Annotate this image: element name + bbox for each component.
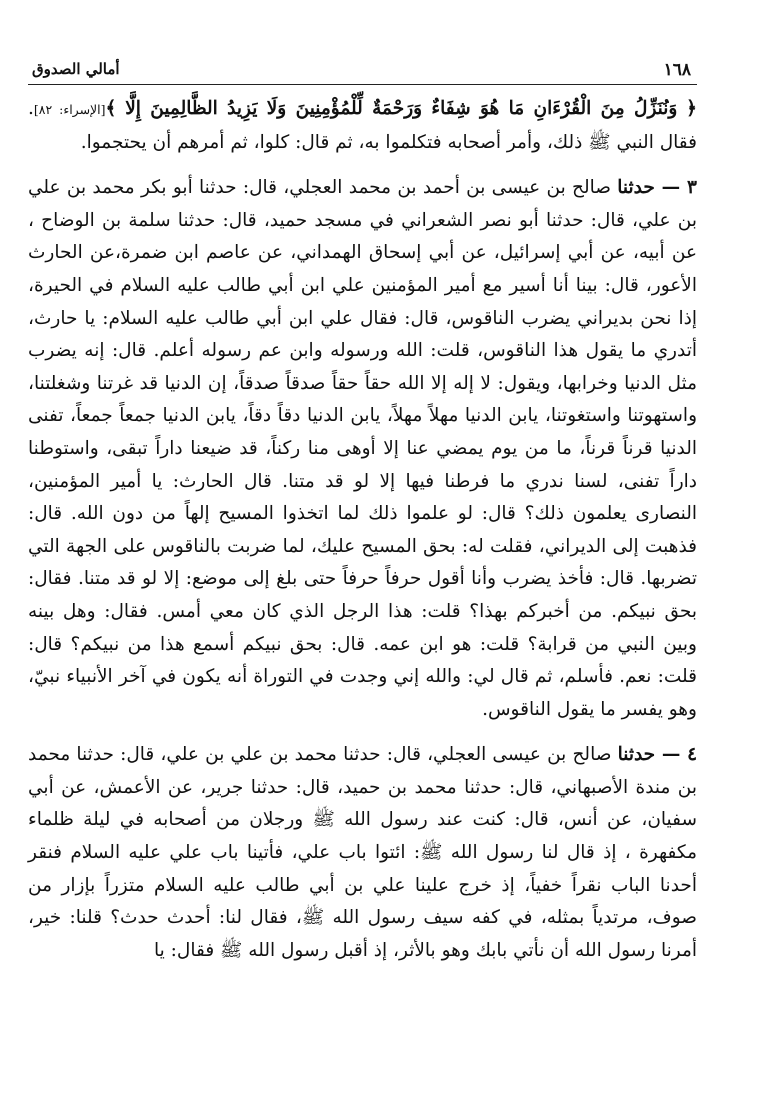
hadith-4 <box>28 739 697 967</box>
verse-open-bracket: ﴿ <box>686 98 698 119</box>
page-body <box>28 93 697 967</box>
verse-paragraph <box>28 93 697 159</box>
hadith-3-number: ٣ — حدثنا <box>617 177 697 199</box>
hadith-3 <box>28 172 697 726</box>
hadith-3-text: صالح بن عيسى بن أحمد بن محمد العجلي، قال: حدثنا أبو بكر محمد بن علي بن علي، قال: حدثنا أبو نصر الشعراني في مسجد حميد، قال: حدثنا سلمة بن الوضاح ، عن أبيه، عن أبي إسرائيل، عن أبي إسحاق الهمداني، عن عاصم ابن ضمرة،عن الحارث الأعور، قال: بينا أنا أسير مع أمير المؤمنين علي ابن أبي طالب عليه السلام في الحيرة، إذا نحن بديراني يضرب الناقوس، قال: فقال علي ابن أبي طالب عليه السلام: يا حارث، أتدري ما يقول هذا الناقوس، قلت: الله ورسوله وابن عم رسوله أعلم. قال: إنه يضرب مثل الدنيا وخرابها، ويقول: لا إله إلا الله حقاً حقاً صدقاً صدقاً، إن الدنيا قد غرتنا وشغلتنا، واستهوتنا واستغوتنا، يابن الدنيا مهلاً مهلاً، يابن الدنيا دقاً دقاً، يابن الدنيا جمعاً جمعاً، تفنى الدنيا قرناً قرناً، ما من يوم يمضي عنا إلا أوهى منا ركناً، قد ضيعنا داراً تبقى، واستوطنا داراً تفنى، لسنا ندري ما فرطنا فيها إلا لو قد متنا. قال الحارث: يا أمير المؤمنين، النصارى يعلمون ذلك؟ قال: لو علموا ذلك لما اتخذوا المسيح إلهاً من دون الله. قال: فذهبت إلى الديراني، فقلت له: بحق المسيح عليك، لما ضربت بالناقوس على الجهة التي تضربها. قال: فأخذ يضرب وأنا أقول حرفاً حرفاً حتى بلغ إلى موضع: إلا لو قد متنا. فقال: بحق نبيكم. من أخبركم بهذا؟ قلت: هذا الرجل الذي كان معي أمس. فقال: وهل بينه وبين النبي من قرابة؟ قلت: هو ابن عمه. قال: بحق نبيكم أسمع هذا من نبيكم؟ قال: قلت: نعم. فأسلم، ثم قال لي: والله إني وجدت في التوراة أنه يكون في آخر الأنبياء نبيّ، وهو يفسر ما يقول الناقوس. <box>28 177 697 720</box>
verse-reference: [الإسراء: ٨٢] <box>33 102 106 117</box>
book-title: أمالي الصدوق <box>32 60 120 78</box>
page-number: ١٦٨ <box>663 60 691 80</box>
hadith-4-text: صالح بن عيسى العجلي، قال: حدثنا محمد بن علي بن علي، قال: حدثنا محمد بن مندة الأصبهاني، قال: حدثنا محمد بن حميد، قال: حدثنا جرير، عن الأعمش، عن أبي سفيان، عن أنس، قال: كنت عند رسول الله ﷺ ورجلان من أصحابه في ليلة ظلماء مكفهرة ، إذ قال لنا رسول الله ﷺ: ائتوا باب علي، فأتينا باب علي عليه السلام فنقر أحدنا الباب نقراً خفياً، إذ خرج علينا علي بن أبي طالب عليه السلام متزراً بإزار من صوف، مرتدياً بمثله، في كفه سيف رسول الله ﷺ، فقال لنا: أحدث حدث؟ قلنا: خير، أمرنا رسول الله أن نأتي بابك وهو بالأثر، إذ أقبل رسول الله ﷺ فقال: يا <box>28 744 697 961</box>
header-divider <box>28 84 697 85</box>
hadith-4-number: ٤ — حدثنا <box>617 744 697 766</box>
verse-close-bracket: ﴾ <box>105 98 117 119</box>
quran-verse: وَنُنَزِّلُ مِنَ الْقُرْءَانِ مَا هُوَ شِفَاءٌ وَرَحْمَةٌ لِّلْمُؤْمِنِينَ وَلَا يَزِيدُ الظَّالِمِينَ إِلَّا <box>125 98 678 119</box>
verse-continuation: . فقال النبي ﷺ ذلك، وأمر أصحابه فتكلموا به، ثم قال: كلوا، ثم أمرهم أن يحتجموا. <box>28 98 697 153</box>
